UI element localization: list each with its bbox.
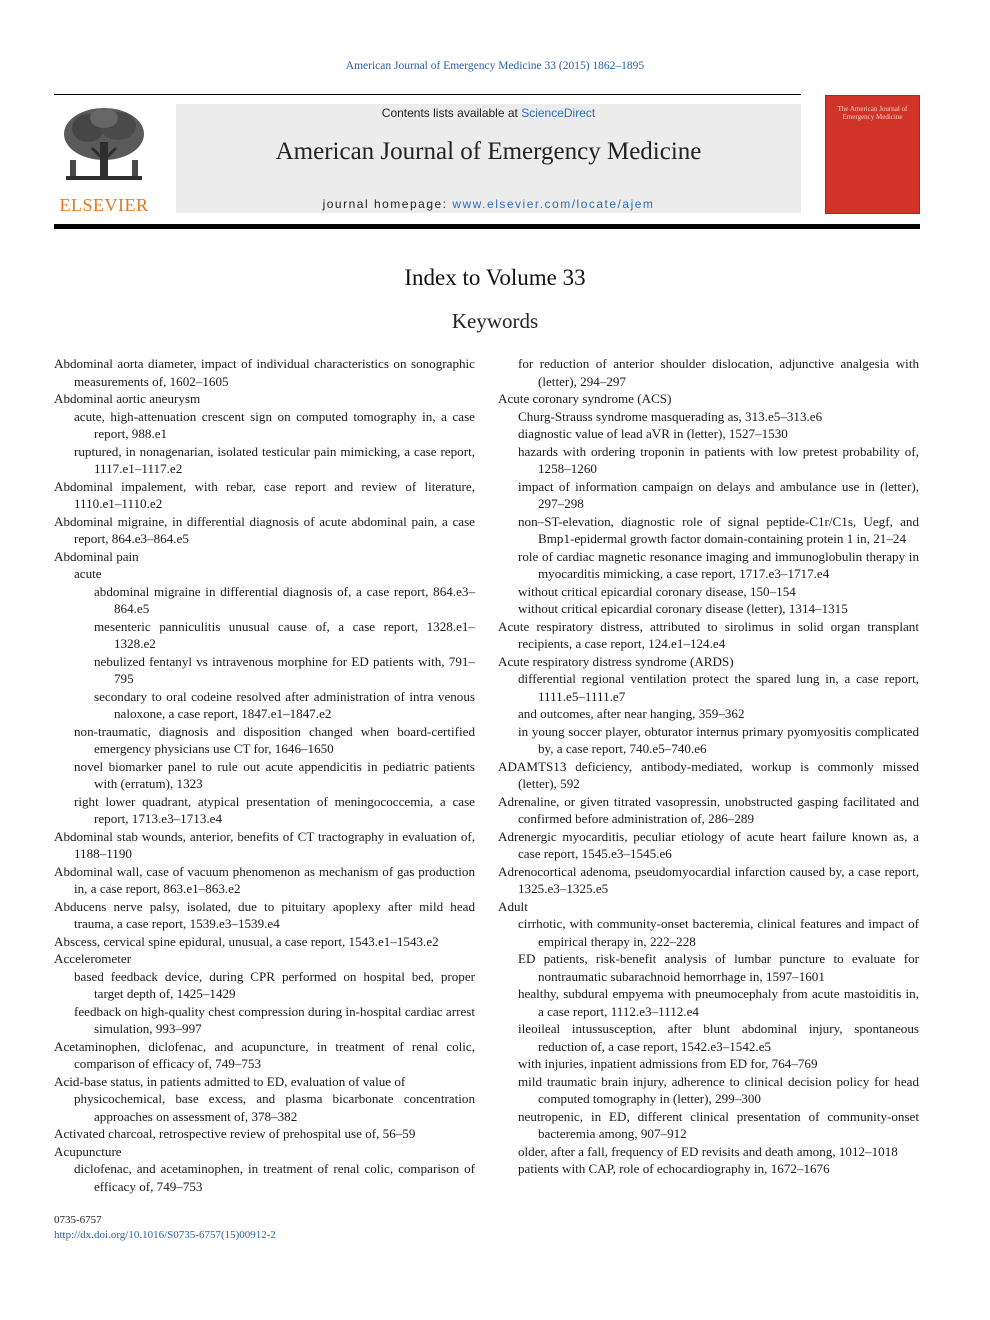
- index-entry: diclofenac, and acetaminophen, in treatment of renal colic, comparison of efficacy of, 749–753: [74, 1161, 475, 1194]
- index-entry: Activated charcoal, retrospective review of prehospital use of, 56–59: [54, 1126, 416, 1141]
- index-entry: mesenteric panniculitis unusual cause of, a case report, 1328.e1–1328.e2: [94, 618, 475, 651]
- index-entry: Acute respiratory distress syndrome (ARDS): [498, 653, 734, 669]
- index-entry: Adrenocortical adenoma, pseudomyocardial infarction caused by, a case report, 1325.e3–1325.e5: [498, 863, 919, 896]
- index-entry: Acute coronary syndrome (ACS): [498, 391, 672, 406]
- index-entry: differential regional ventilation protect the spared lung in, a case report, 1111.e5–1111.e7: [518, 671, 919, 704]
- index-entry: hazards with ordering troponin in patients with low pretest probability of, 1258–1260: [518, 443, 919, 476]
- index-entry: Accelerometer: [54, 951, 132, 966]
- index-entry: Abdominal aorta diameter, impact of individual characteristics on sonographic measurements of, 1602–1605: [54, 356, 475, 389]
- index-right-column: [498, 355, 919, 1178]
- homepage-link[interactable]: www.elsevier.com/locate/ajem: [452, 197, 655, 211]
- index-entry: Acupuncture: [54, 1143, 122, 1159]
- index-left-column: [54, 355, 475, 1195]
- index-entry: nebulized fentanyl vs intravenous morphine for ED patients with, 791–795: [94, 653, 475, 686]
- index-entry: Acute respiratory distress, attributed to sirolimus in solid organ transplant recipients, a case report, 124.e1–124.e4: [498, 618, 919, 651]
- header-divider: [54, 94, 801, 95]
- index-entry: Adrenaline, or given titrated vasopressin, unobstructed gasping facilitated and confirmed before administration of, 286–289: [498, 793, 919, 826]
- index-entry: and outcomes, after near hanging, 359–362: [518, 706, 745, 721]
- index-entry: Adrenergic myocarditis, peculiar etiology of acute heart failure known as, a case report, 1545.e3–1545.e6: [498, 828, 919, 861]
- index-entry: role of cardiac magnetic resonance imaging and immunoglobulin therapy in myocarditis mimicking, a case report, 1717.e3–1717.e4: [518, 548, 919, 581]
- index-entry: Abdominal pain: [54, 548, 139, 564]
- journal-citation[interactable]: American Journal of Emergency Medicine 33 (2015) 1862–1895: [345, 60, 645, 72]
- index-entry: Abdominal migraine, in differential diagnosis of acute abdominal pain, a case report, 864.e3–864.e5: [54, 513, 475, 546]
- index-entry: abdominal migraine in differential diagnosis of, a case report, 864.e3–864.e5: [94, 583, 475, 616]
- index-entry: Churg-Strauss syndrome masquerading as, 313.e5–313.e6: [518, 408, 823, 424]
- index-entry: secondary to oral codeine resolved after administration of intra venous naloxone, a case report, 1847.e1–1847.e2: [94, 688, 475, 721]
- index-entry: in young soccer player, obturator internus primary pyomyositis complicated by, a case report, 740.e5–740.e6: [518, 723, 919, 756]
- index-entry: Abdominal impalement, with rebar, case report and review of literature, 1110.e1–1110.e2: [54, 478, 475, 511]
- contents-prefix: Contents lists available at: [381, 106, 522, 120]
- index-entry: Acid-base status, in patients admitted to ED, evaluation of value of: [54, 1073, 406, 1089]
- index-entry: Abducens nerve palsy, isolated, due to pituitary apoplexy after mild head trauma, a case report, 1539.e3–1539.e4: [54, 898, 475, 931]
- index-entry: right lower quadrant, atypical presentation of meningococcemia, a case report, 1713.e3–1713.e4: [74, 793, 475, 826]
- homepage-line: [176, 197, 801, 211]
- doi-link[interactable]: http://dx.doi.org/10.1016/S0735-6757(15)00912-2: [54, 1229, 276, 1241]
- index-entry: ADAMTS13 deficiency, antibody-mediated, workup is commonly missed (letter), 592: [498, 758, 919, 791]
- index-entry: impact of information campaign on delays and ambulance use in (letter), 297–298: [518, 478, 919, 511]
- index-entry: for reduction of anterior shoulder dislocation, adjunctive analgesia with (letter), 294–297: [518, 356, 919, 389]
- index-entry: Abscess, cervical spine epidural, unusual, a case report, 1543.e1–1543.e2: [54, 933, 439, 949]
- sciencedirect-link[interactable]: ScienceDirect: [521, 106, 596, 120]
- index-entry: mild traumatic brain injury, adherence to clinical decision policy for head computed tomography in (letter), 299–300: [518, 1073, 919, 1106]
- index-entry: neutropenic, in ED, different clinical presentation of community-onset bacteremia among, 907–912: [518, 1108, 919, 1141]
- index-entry: feedback on high-quality chest compression during in-hospital cardiac arrest simulation, 993–997: [74, 1003, 475, 1036]
- index-entry: Abdominal stab wounds, anterior, benefits of CT tractography in evaluation of, 1188–1190: [54, 828, 475, 861]
- homepage-prefix: journal homepage:: [322, 197, 453, 211]
- index-entry: physicochemical, base excess, and plasma bicarbonate concentration approaches on assessment of, 378–382: [74, 1091, 475, 1124]
- index-entry: without critical epicardial coronary disease, 150–154: [518, 583, 796, 599]
- index-entry: with injuries, inpatient admissions from ED for, 764–769: [518, 1056, 818, 1071]
- index-entry: Abdominal wall, case of vacuum phenomenon as mechanism of gas production in, a case report, 863.e1–863.e2: [54, 863, 475, 896]
- index-entry: acute, high-attenuation crescent sign on computed tomography in, a case report, 988.e1: [74, 408, 475, 441]
- index-entry: patients with CAP, role of echocardiography in, 1672–1676: [518, 1161, 830, 1176]
- cover-title: The American Journal of Emergency Medicine: [837, 105, 908, 121]
- journal-cover-thumbnail[interactable]: [825, 95, 920, 214]
- index-entry: Acetaminophen, diclofenac, and acupuncture, in treatment of renal colic, comparison of efficacy of, 749–753: [54, 1038, 475, 1071]
- contents-line: [176, 106, 801, 120]
- elsevier-tree-icon: [52, 102, 156, 192]
- index-entry: Adult: [498, 898, 528, 914]
- index-entry: healthy, subdural empyema with pneumocephaly from acute mastoiditis in, a case report, 1112.e3–1112.e4: [518, 986, 919, 1019]
- publisher-logo[interactable]: [52, 102, 156, 218]
- index-entry: acute: [74, 566, 102, 581]
- index-entry: older, after a fall, frequency of ED revisits and death among, 1012–1018: [518, 1143, 898, 1159]
- section-heading: Keywords: [451, 309, 539, 333]
- index-entry: non–ST-elevation, diagnostic role of signal peptide-C1r/C1s, Uegf, and Bmp1-epidermal growth factor domain-containing protein 1 in, 21–24: [518, 513, 919, 546]
- publisher-name: ELSEVIER: [59, 195, 149, 215]
- index-entry: ileoileal intussusception, after blunt abdominal injury, spontaneous reduction of, a case report, 1542.e3–1542.e5: [518, 1021, 919, 1054]
- index-entry: novel biomarker panel to rule out acute appendicitis in pediatric patients with (erratum), 1323: [74, 758, 475, 791]
- header-thick-divider: [54, 224, 920, 229]
- index-entry: Abdominal aortic aneurysm: [54, 391, 201, 406]
- index-entry: ED patients, risk-benefit analysis of lumbar puncture to evaluate for nontraumatic subarachnoid hemorrhage in, 1597–1601: [518, 951, 919, 984]
- journal-masthead: [176, 104, 801, 213]
- index-entry: based feedback device, during CPR performed on hospital bed, proper target depth of, 1425–1429: [74, 968, 475, 1001]
- page-title: Index to Volume 33: [404, 265, 586, 290]
- journal-name: American Journal of Emergency Medicine: [275, 138, 702, 165]
- issn: 0735-6757: [54, 1214, 102, 1226]
- index-entry: cirrhotic, with community-onset bacteremia, clinical features and impact of empirical therapy in, 222–228: [518, 916, 919, 949]
- index-entry: ruptured, in nonagenarian, isolated testicular pain mimicking, a case report, 1117.e1–1117.e2: [74, 443, 475, 476]
- index-entry: non-traumatic, diagnosis and disposition changed when board-certified emergency physicians use CT for, 1646–1650: [74, 723, 475, 756]
- index-entry: diagnostic value of lead aVR in (letter), 1527–1530: [518, 426, 788, 441]
- index-entry: without critical epicardial coronary disease (letter), 1314–1315: [518, 601, 848, 616]
